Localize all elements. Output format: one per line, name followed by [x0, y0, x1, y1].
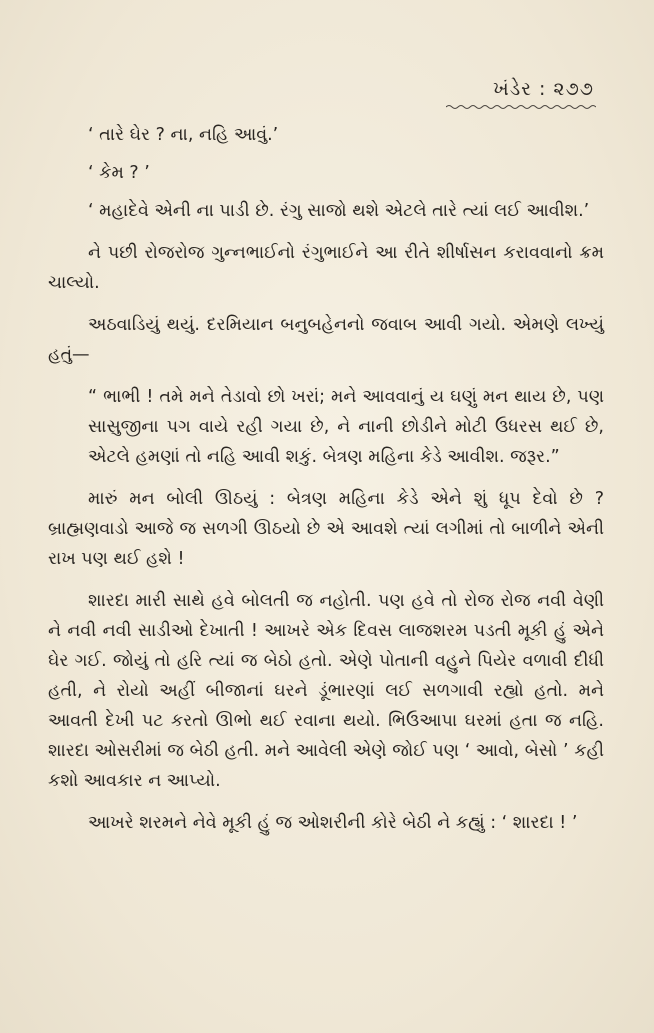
paragraph: આખરે શરમને નેવે મૂકી હું જ ઓશરીની કોરે બેઠી ને કહ્યું : ‘ શારદા ! ’ [88, 813, 578, 833]
letter-quote: “ ભાભી ! તમે મને તેડાવો છો ખરાં; મને આવવાનું ય ઘણું મન થાય છે, પણ સાસુજીના પગ વાયે રહી ગયા છે, ને નાની છોડીને મોટી ઉધરસ થઈ છે, એટલે હમણાં તો નહિ આવી શકું. બેત્રણ મહિના કેડે આવીશ. જરૂર.” [88, 387, 604, 467]
running-header: ખંડેર : ૨૭૭ [493, 78, 594, 100]
decorative-wavy-rule [446, 104, 596, 110]
dialogue-line: ‘ તારે ઘેર ? ના, નહિ આવું.’ [88, 125, 279, 145]
dialogue-line: ‘ કેમ ? ’ [88, 163, 150, 183]
paragraph: અઠવાડિયું થયું. દરમિયાન બનુબહેનનો જવાબ આવી ગયો. એમણે લખ્યું હતું— [48, 315, 604, 365]
paragraph: ‘ મહાદેવે એની ના પાડી છે. રંગુ સાજો થશે એટલે તારે ત્યાં લઈ આવીશ.’ [88, 201, 590, 221]
paragraph: ને પછી રોજરોજ ગુન્નભાઈનો રંગુભાઈને આ રીતે શીર્ષાસન કરાવવાનો ક્રમ ચાલ્યો. [48, 243, 604, 293]
page-body [48, 120, 604, 838]
paragraph: શારદા મારી સાથે હવે બોલતી જ નહોતી. પણ હવે તો રોજ રોજ નવી વેણી ને નવી નવી સાડીઓ દેખાતી ! આખરે એક દિવસ લાજશરમ પડતી મૂકી હું એને ઘેર ગઈ. જોયું તો હરિ ત્યાં જ બેઠો હતો. એણે પોતાની વહુને પિયેર વળાવી દીધી હતી, ને રોયો અહીં બીજાનાં ઘરને ડૂંભારણાં લઈ સળગાવી રહ્યો હતો. મને આવતી દેખી પટ કરતો ઊભો થઈ રવાના થયો. ભિઉઆપા ઘરમાં હતા જ નહિ. શારદા ઓસરીમાં જ બેઠી હતી. મને આવેલી એણે જોઈ પણ ‘ આવો, બેસો ’ કહી કશો આવકાર ન આપ્યો. [48, 591, 604, 791]
paragraph: મારું મન બોલી ઊઠયું : બેત્રણ મહિના કેડે એને શું ધૂપ દેવો છે ? બ્રાહ્મણવાડો આજે જ સળગી ઊઠયો છે એ આવશે ત્યાં લગીમાં તો બાળીને એની રાખ પણ થઈ હશે ! [48, 489, 604, 569]
